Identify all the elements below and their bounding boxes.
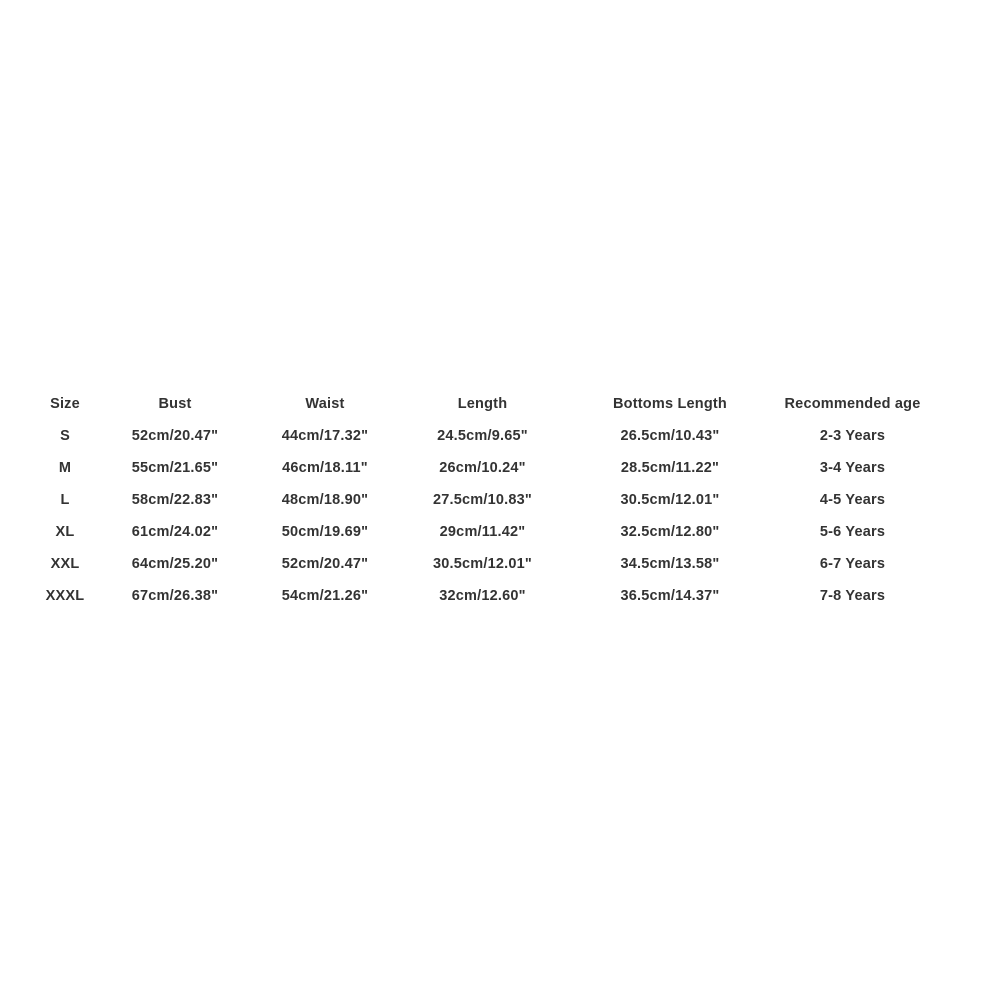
table-row <box>35 484 935 516</box>
table-row <box>35 580 935 612</box>
cell-recommended-age: 3-4 Years <box>819 460 886 476</box>
cell-recommended-age: 4-5 Years <box>819 492 886 508</box>
cell-waist: 46cm/18.11" <box>282 460 368 476</box>
cell-bottoms-length: 26.5cm/10.43" <box>620 428 720 444</box>
cell-waist: 52cm/20.47" <box>281 556 369 572</box>
table-row <box>35 548 935 580</box>
cell-waist: 54cm/21.26" <box>281 588 369 604</box>
cell-bust: 58cm/22.83" <box>131 492 219 508</box>
header-cell-size: Size <box>50 396 80 412</box>
cell-length: 32cm/12.60" <box>439 588 526 604</box>
cell-bust: 67cm/26.38" <box>131 588 219 604</box>
cell-length: 24.5cm/9.65" <box>437 428 528 444</box>
cell-size: M <box>58 460 72 476</box>
cell-length: 27.5cm/10.83" <box>433 492 532 508</box>
header-cell-bust: Bust <box>158 396 192 412</box>
cell-bottoms-length: 34.5cm/13.58" <box>620 556 720 572</box>
cell-size: XXXL <box>45 588 85 604</box>
cell-recommended-age: 2-3 Years <box>819 428 886 444</box>
cell-bust: 61cm/24.02" <box>131 524 219 540</box>
cell-bottoms-length: 28.5cm/11.22" <box>620 460 720 476</box>
cell-length: 30.5cm/12.01" <box>433 556 532 572</box>
cell-size: L <box>60 492 70 508</box>
cell-waist: 48cm/18.90" <box>281 492 369 508</box>
cell-bust: 55cm/21.65" <box>131 460 219 476</box>
table-row <box>35 452 935 484</box>
header-cell-recommended-age: Recommended age <box>784 396 921 412</box>
cell-bottoms-length: 30.5cm/12.01" <box>620 492 720 508</box>
header-cell-length: Length <box>457 396 508 412</box>
cell-waist: 50cm/19.69" <box>281 524 369 540</box>
cell-length: 29cm/11.42" <box>439 524 526 540</box>
cell-size: XL <box>55 524 75 540</box>
table-row <box>35 516 935 548</box>
cell-bottoms-length: 36.5cm/14.37" <box>620 588 720 604</box>
header-row <box>35 388 935 420</box>
cell-waist: 44cm/17.32" <box>281 428 369 444</box>
cell-size: XXL <box>50 556 80 572</box>
cell-recommended-age: 7-8 Years <box>819 588 886 604</box>
cell-bust: 52cm/20.47" <box>131 428 219 444</box>
header-cell-waist: Waist <box>305 396 345 412</box>
table-row <box>35 420 935 452</box>
cell-size: S <box>60 428 70 444</box>
header-cell-bottoms-length: Bottoms Length <box>613 396 727 412</box>
cell-bottoms-length: 32.5cm/12.80" <box>620 524 720 540</box>
cell-recommended-age: 5-6 Years <box>819 524 886 540</box>
cell-bust: 64cm/25.20" <box>131 556 219 572</box>
cell-length: 26cm/10.24" <box>439 460 526 476</box>
size-chart-table <box>35 388 935 612</box>
cell-recommended-age: 6-7 Years <box>819 556 886 572</box>
